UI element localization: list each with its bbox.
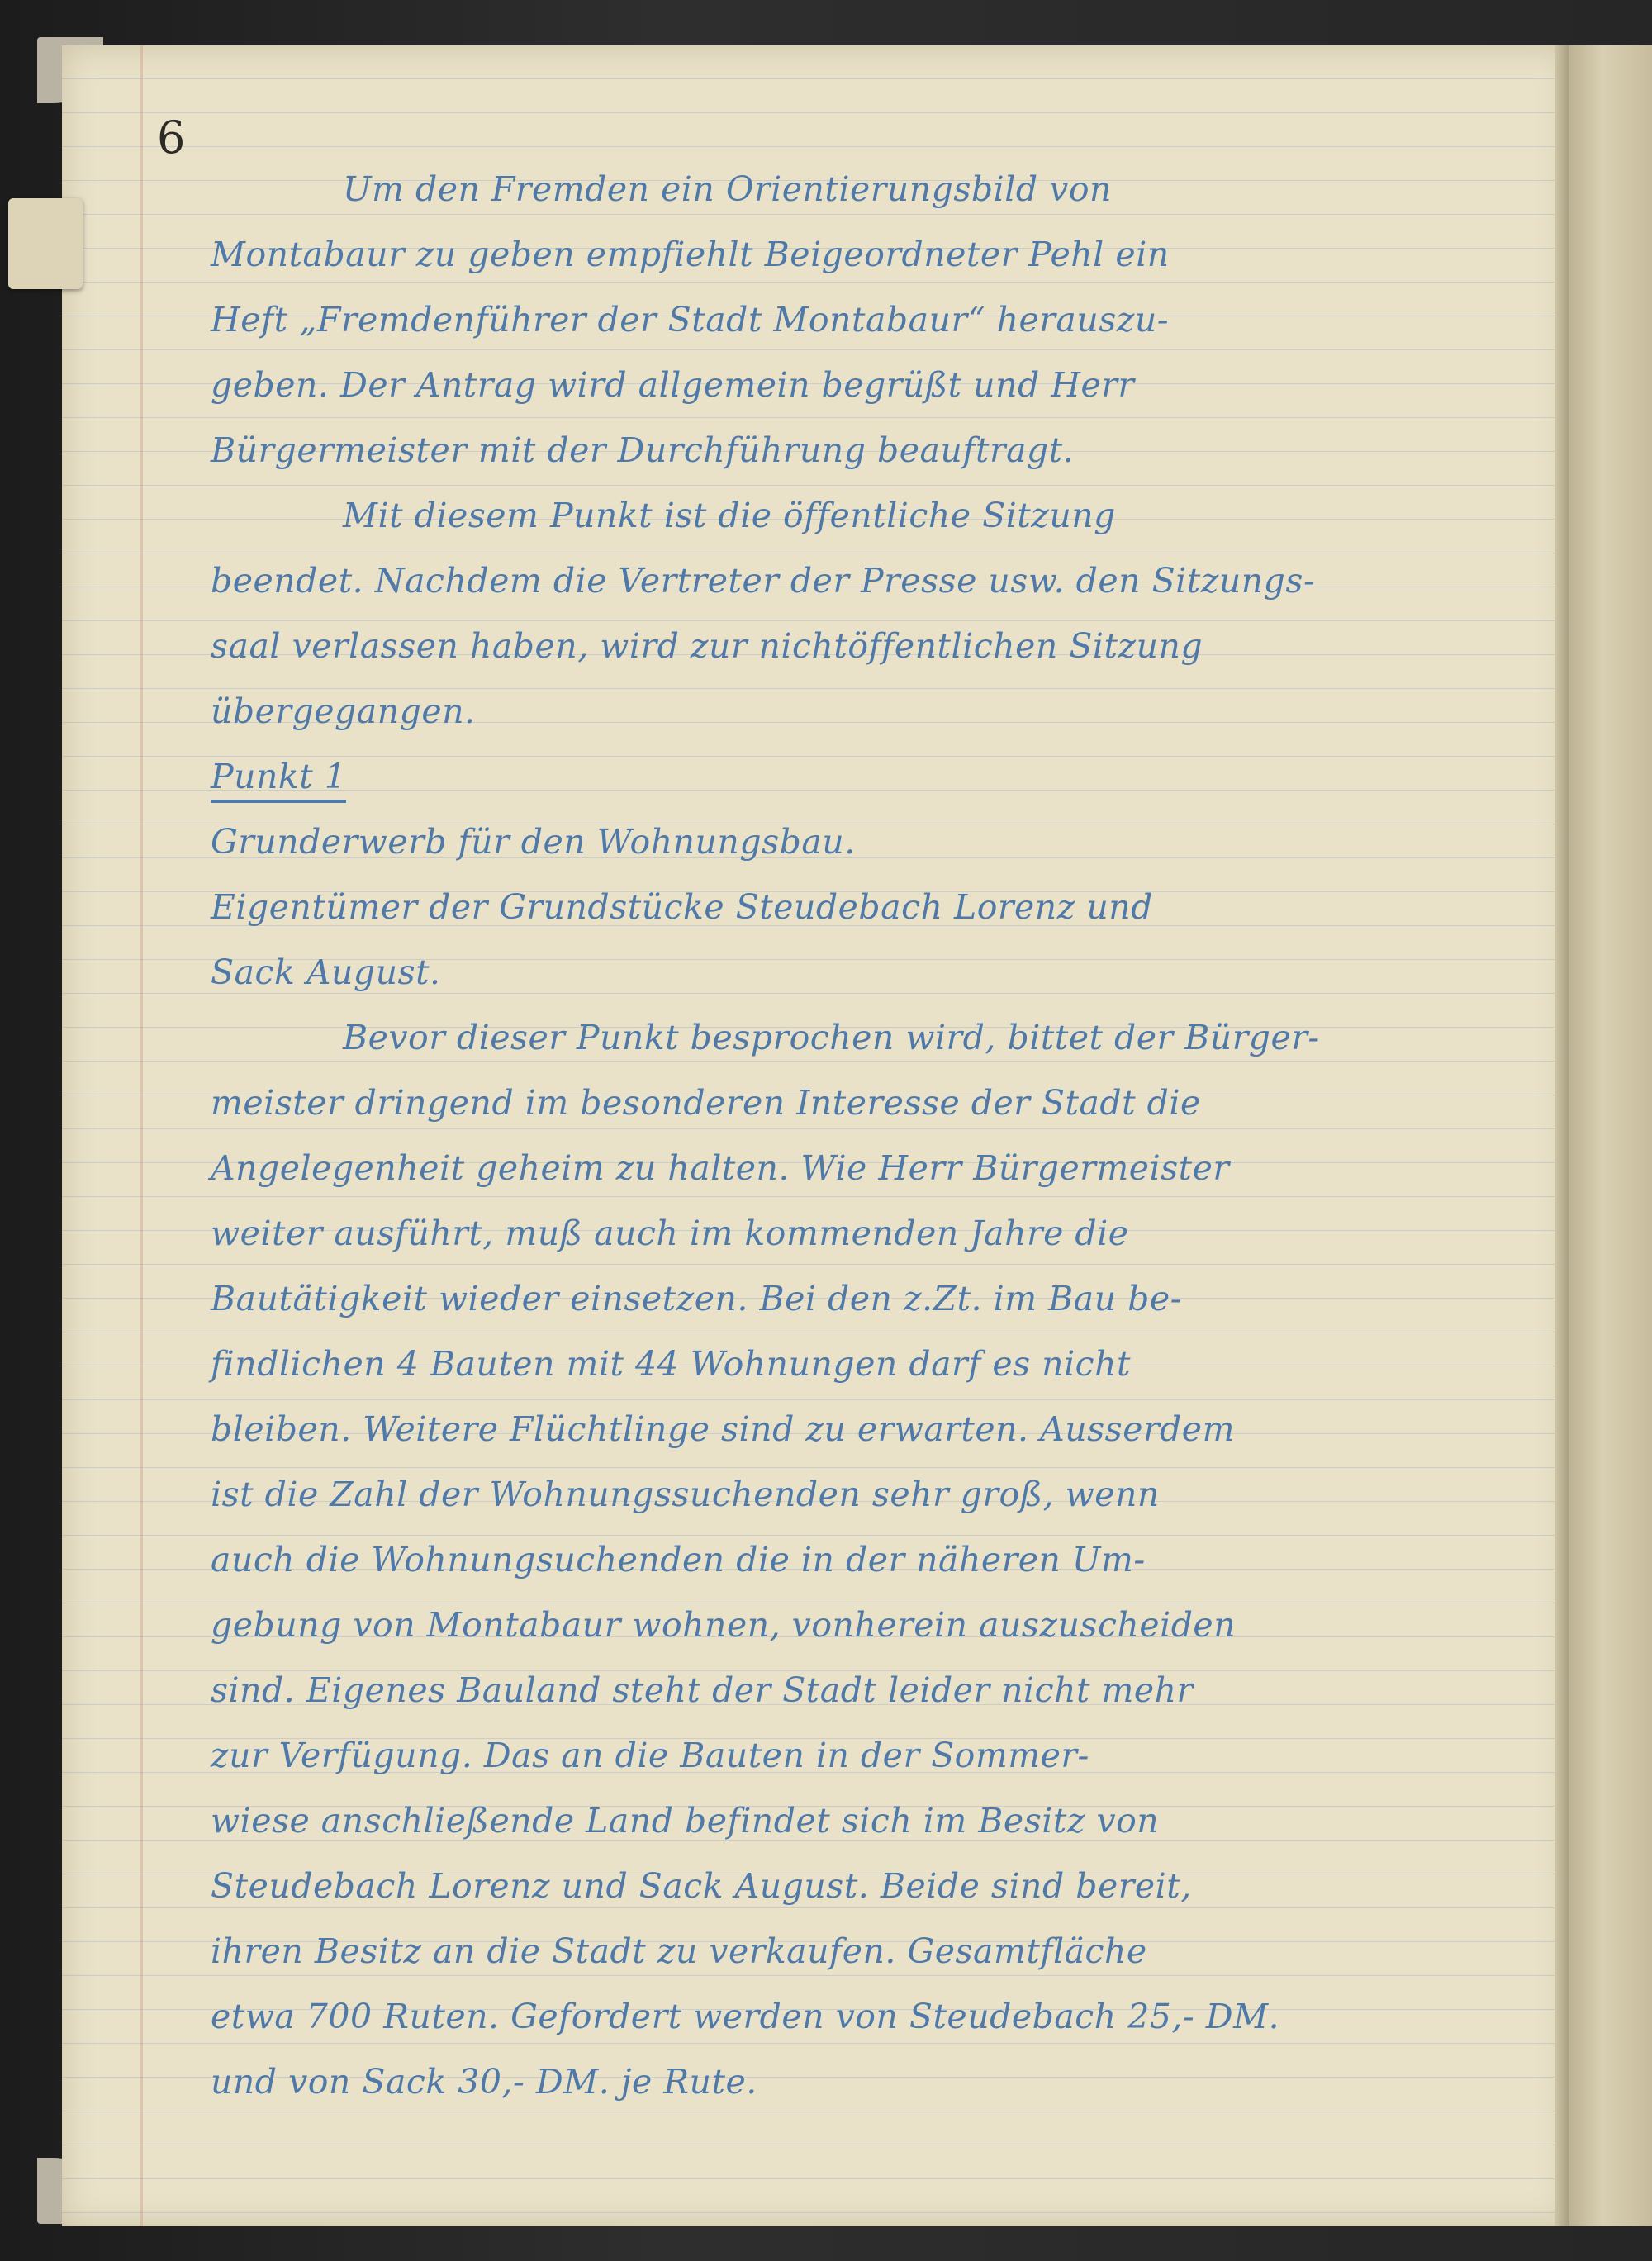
text-line: Bevor dieser Punkt besprochen wird, bittet der Bürger- bbox=[343, 1018, 1320, 1057]
handwritten-text bbox=[211, 157, 1549, 2115]
text-line: etwa 700 Ruten. Gefordert werden von Steudebach 25,- DM. bbox=[211, 1997, 1280, 2036]
text-line: bleiben. Weitere Flüchtlinge sind zu erwarten. Ausserdem bbox=[211, 1409, 1235, 1449]
text-line: geben. Der Antrag wird allgemein begrüßt und Herr bbox=[211, 365, 1135, 405]
text-line: Bürgermeister mit der Durchführung beauftragt. bbox=[211, 430, 1075, 470]
text-line: und von Sack 30,- DM. je Rute. bbox=[211, 2062, 757, 2102]
text-line: Montabaur zu geben empfiehlt Beigeordneter Pehl ein bbox=[211, 235, 1170, 274]
text-line: Sack August. bbox=[211, 952, 441, 992]
text-line: Angelegenheit geheim zu halten. Wie Herr Bürgermeister bbox=[211, 1148, 1230, 1188]
text-line: gebung von Montabaur wohnen, vonherein auszuscheiden bbox=[211, 1605, 1237, 1645]
index-tab[interactable] bbox=[8, 198, 83, 289]
text-line: findlichen 4 Bauten mit 44 Wohnungen darf es nicht bbox=[211, 1344, 1132, 1384]
text-line: saal verlassen haben, wird zur nichtöffentlichen Sitzung bbox=[211, 626, 1203, 666]
text-line: sind. Eigenes Bauland steht der Stadt leider nicht mehr bbox=[211, 1670, 1194, 1710]
text-line: beendet. Nachdem die Vertreter der Presse usw. den Sitzungs- bbox=[211, 561, 1316, 601]
text-line: Grunderwerb für den Wohnungsbau. bbox=[211, 822, 856, 862]
section-heading-label: Punkt 1 bbox=[211, 757, 346, 803]
section-heading bbox=[211, 744, 1549, 810]
text-line: weiter ausführt, muß auch im kommenden Jahre die bbox=[211, 1214, 1129, 1253]
text-line: meister dringend im besonderen Interesse der Stadt die bbox=[211, 1083, 1201, 1123]
text-line: Steudebach Lorenz und Sack August. Beide sind bereit, bbox=[211, 1866, 1192, 1906]
text-line: ihren Besitz an die Stadt zu verkaufen. Gesamtfläche bbox=[211, 1931, 1147, 1971]
page-number: 6 bbox=[157, 112, 186, 164]
margin-line bbox=[140, 45, 143, 2226]
text-line: zur Verfügung. Das an die Bauten in der Sommer- bbox=[211, 1736, 1089, 1775]
text-line: Bautätigkeit wieder einsetzen. Bei den z.Zt. im Bau be- bbox=[211, 1279, 1183, 1318]
text-line: auch die Wohnungsuchenden die in der näheren Um- bbox=[211, 1540, 1146, 1579]
text-line: ist die Zahl der Wohnungssuchenden sehr groß, wenn bbox=[211, 1475, 1160, 1514]
text-line: Eigentümer der Grundstücke Steudebach Lorenz und bbox=[211, 887, 1153, 927]
page-edge-shadow bbox=[1555, 45, 1569, 2226]
text-line: wiese anschließende Land befindet sich im Besitz von bbox=[211, 1801, 1160, 1841]
text-line: Um den Fremden ein Orientierungsbild von bbox=[343, 169, 1112, 209]
facing-page-edge bbox=[1569, 45, 1652, 2226]
text-line: Heft „Fremdenführer der Stadt Montabaur“ herauszu- bbox=[211, 300, 1170, 340]
text-line: übergegangen. bbox=[211, 691, 476, 731]
text-line: Mit diesem Punkt ist die öffentliche Sitzung bbox=[343, 496, 1116, 535]
